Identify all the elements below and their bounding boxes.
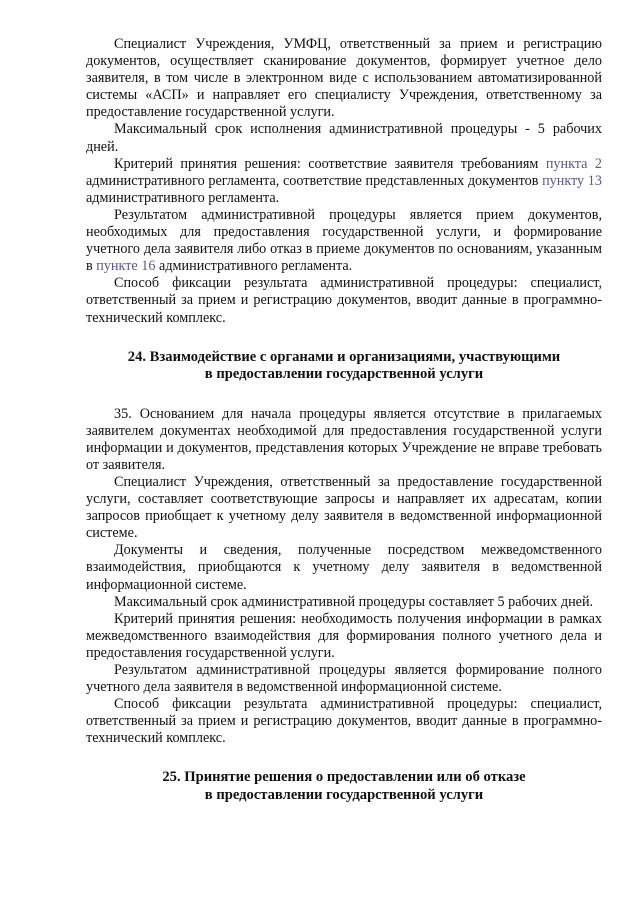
section-24-heading [86, 349, 602, 384]
paragraph-35-basis: 35. Основанием для начала процедуры является отсутствие в прилагаемых заявителем документах необходимой для предоставления государственной услуги информации и документов, представления которых Учреждение не вправе требовать от заявителя. [86, 405, 602, 473]
criterion-text-2: административного регламента, соответствие представленных документов [86, 172, 543, 189]
result-text-1: Результатом административной процедуры является прием документов, необходимых для предоставления государственной услуги, и формирование учетного дела заявителя либо отказ в приеме документов по основаниям, указанным в [86, 206, 602, 275]
section-25-heading-line2: в предоставлении государственной услуги [204, 786, 484, 803]
paragraph-registration: Специалист Учреждения, УМФЦ, ответственный за прием и регистрацию документов, осуществляет сканирование документов, формирует учетное дело заявителя, в том числе в электронном виде с использованием автоматизированной системы «АСП» и направляет его специалисту Учреждения, ответственному за предоставление государственной услуги. [86, 36, 602, 121]
paragraph-documents-info: Документы и сведения, полученные посредством межведомственного взаимодействия, приобщаются к учетному делу заявителя в ведомственной информационной системе. [86, 542, 602, 593]
paragraph-criterion-2: Критерий принятия решения: необходимость получения информации в рамках межведомственного взаимодействия для формирования полного учетного дела и предоставления государственной услуги. [86, 610, 602, 661]
section-25-heading [86, 769, 602, 804]
section-24-heading-line1: 24. Взаимодействие с органами и организациями, участвующими [127, 348, 561, 365]
result-text-2: административного регламента. [155, 258, 353, 275]
link-point-16[interactable]: пункте 16 [96, 258, 156, 275]
paragraph-requests: Специалист Учреждения, ответственный за предоставление государственной услуги, составляет соответствующие запросы и направляет их адресатам, копии запросов приобщает к учетному делу заявителя в ведомственной информационной системе. [86, 473, 602, 542]
section-24-heading-line2: в предоставлении государственной услуги [204, 366, 484, 383]
criterion-text-3: административного регламента. [86, 189, 280, 206]
paragraph-max-term-2: Максимальный срок административной процедуры составляет 5 рабочих дней. [114, 593, 594, 610]
paragraph-result [86, 207, 602, 275]
paragraph-fixation-2: Способ фиксации результата административной процедуры: специалист, ответственный за прием и регистрацию документов, вводит данные в программно-технический комплекс. [86, 696, 602, 747]
section-25-heading-line1: 25. Принятие решения о предоставлении или об отказе [162, 769, 526, 786]
paragraph-criterion [86, 156, 602, 207]
link-point-2[interactable]: пункта 2 [545, 155, 603, 172]
paragraph-max-term: Максимальный срок исполнения административной процедуры - 5 рабочих дней. [86, 121, 602, 155]
paragraph-result-2: Результатом административной процедуры является формирование полного учетного дела заявителя в ведомственной информационной системе. [86, 662, 602, 696]
document-page [86, 36, 602, 804]
link-point-13[interactable]: пункту 13 [542, 172, 602, 189]
paragraph-fixation: Способ фиксации результата административной процедуры: специалист, ответственный за прием и регистрацию документов, вводит данные в программно-технический комплекс. [86, 275, 602, 326]
criterion-text-1: Критерий принятия решения: соответствие заявителя требованиям [114, 155, 546, 172]
